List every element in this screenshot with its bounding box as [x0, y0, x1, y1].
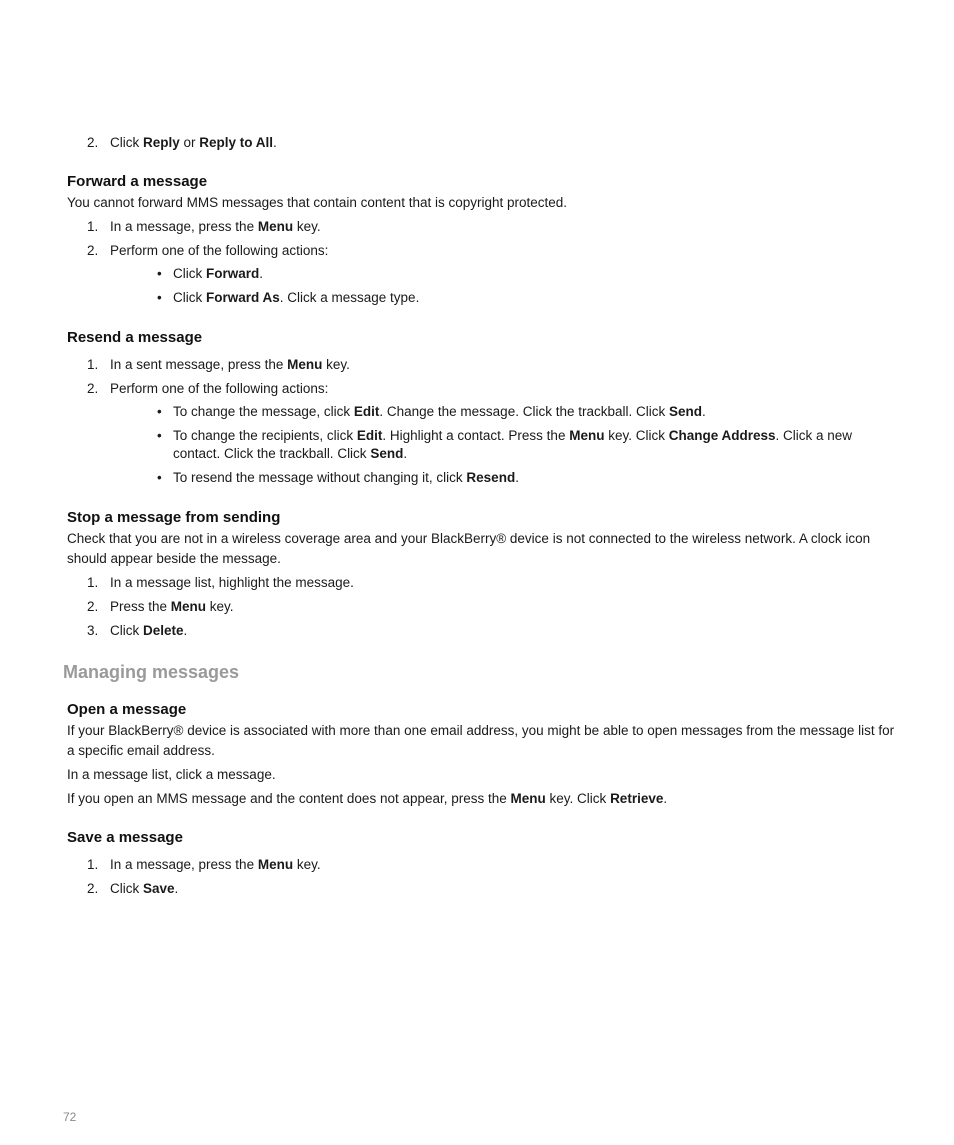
stop-step-1 [67, 573, 897, 593]
bullet-icon: • [157, 428, 162, 443]
ui-term: Send [370, 446, 404, 461]
forward-option-2 [110, 289, 897, 307]
forward-step-2 [67, 241, 897, 307]
bullet-icon: • [157, 470, 162, 485]
step-number: 1. [87, 575, 99, 590]
resend-option-3 [110, 469, 897, 487]
step-text: . [174, 881, 179, 896]
step-number: 1. [87, 357, 99, 372]
ui-term: Save [143, 881, 175, 896]
step-number: 2. [87, 381, 99, 396]
ui-term: Forward [206, 266, 260, 281]
resend-steps [67, 355, 897, 487]
stop-steps [67, 573, 897, 641]
forward-heading: Forward a message [67, 173, 208, 190]
ui-term: Menu [287, 357, 323, 372]
step-text: key. [322, 357, 350, 372]
bullet-text: . Change the message. Click the trackball. Click [379, 404, 669, 419]
bullet-text: . [403, 446, 408, 461]
resend-options [110, 403, 897, 487]
bullet-icon: • [157, 404, 162, 419]
bullet-text: Click [173, 266, 206, 281]
bullet-text: . [515, 470, 519, 485]
page-number: 72 [63, 1110, 77, 1124]
save-step-1 [67, 855, 897, 875]
step-number: 2. [87, 599, 99, 614]
ui-term: Change Address [668, 428, 776, 443]
step-text: or [179, 135, 200, 150]
stop-heading: Stop a message from sending [67, 509, 281, 526]
bullet-text: To resend the message without changing it, click [173, 470, 467, 485]
ui-term: Resend [466, 470, 516, 485]
forward-step-1 [67, 217, 897, 237]
para-text: If you open an MMS message and the content does not appear, press the [67, 791, 511, 806]
ui-term: Reply to All [199, 135, 274, 150]
ui-term: Reply [143, 135, 180, 150]
step-number: 2. [87, 135, 99, 150]
bullet-icon: • [157, 290, 162, 305]
step-text: Perform one of the following actions: [110, 381, 329, 396]
step-text: Press the [110, 599, 171, 614]
ui-term: Menu [510, 791, 546, 806]
step-number: 2. [87, 243, 99, 258]
forward-option-1 [110, 265, 897, 283]
bullet-text: . Click a message type. [279, 290, 420, 305]
step-text: Click [110, 881, 143, 896]
step-text: Click [110, 135, 143, 150]
bullet-text: . [259, 266, 264, 281]
para-text: key. Click [545, 791, 611, 806]
step-text: . [273, 135, 277, 150]
forward-options [110, 265, 897, 307]
bullet-text: . Click a new contact. Click the trackball. Click [173, 428, 853, 461]
document-body [63, 133, 897, 903]
bullet-text: . [702, 404, 706, 419]
save-heading: Save a message [67, 829, 183, 846]
step-number: 3. [87, 623, 99, 638]
ui-term: Menu [170, 599, 207, 614]
ui-term: Forward As [206, 290, 280, 305]
reply-steps [67, 133, 897, 153]
save-step-2 [67, 879, 897, 899]
step-text: In a sent message, press the [110, 357, 288, 372]
step-text: key. [206, 599, 234, 614]
stop-step-3 [67, 621, 897, 641]
bullet-text: . Highlight a contact. Press the [382, 428, 570, 443]
ui-term: Edit [356, 428, 383, 443]
resend-option-2 [110, 427, 897, 463]
bullet-text: To change the recipients, click [173, 428, 357, 443]
ui-term: Edit [353, 404, 380, 419]
step-text: In a message, press the [110, 857, 258, 872]
managing-messages-heading: Managing messages [63, 662, 240, 682]
resend-option-1 [110, 403, 897, 421]
resend-step-1 [67, 355, 897, 375]
ui-term: Menu [569, 428, 605, 443]
ui-term: Retrieve [610, 791, 664, 806]
step-number: 1. [87, 219, 99, 234]
bullet-text: Click [173, 290, 206, 305]
step-text: key. [293, 857, 321, 872]
open-paragraph-1: If your BlackBerry® device is associated with more than one email address, you might be able to open messages from the message list for a specific email address. [67, 723, 895, 758]
ui-term: Menu [257, 857, 294, 872]
para-text: . [663, 791, 668, 806]
bullet-text: To change the message, click [173, 404, 354, 419]
ui-term: Send [668, 404, 702, 419]
step-text: Click [110, 623, 143, 638]
resend-step-2 [67, 379, 897, 487]
ui-term: Delete [143, 623, 184, 638]
step-text: Perform one of the following actions: [110, 243, 329, 258]
step-number: 2. [87, 881, 99, 896]
reply-step-2 [67, 133, 897, 153]
open-paragraph-2: In a message list, click a message. [67, 767, 276, 782]
stop-step-2 [67, 597, 897, 617]
ui-term: Menu [257, 219, 294, 234]
step-text: In a message list, highlight the message. [110, 575, 354, 590]
step-text: key. [293, 219, 321, 234]
bullet-icon: • [157, 266, 162, 281]
bullet-text: key. Click [604, 428, 669, 443]
save-steps [67, 855, 897, 899]
forward-steps [67, 217, 897, 307]
step-number: 1. [87, 857, 99, 872]
open-heading: Open a message [67, 701, 187, 718]
open-paragraph-3 [67, 789, 897, 809]
step-text: . [183, 623, 188, 638]
stop-paragraph: Check that you are not in a wireless coverage area and your BlackBerry® device is not connected to the wireless network. A clock icon should appear beside the message. [67, 531, 871, 566]
resend-heading: Resend a message [67, 329, 203, 346]
forward-paragraph: You cannot forward MMS messages that contain content that is copyright protected. [67, 195, 568, 210]
step-text: In a message, press the [110, 219, 258, 234]
